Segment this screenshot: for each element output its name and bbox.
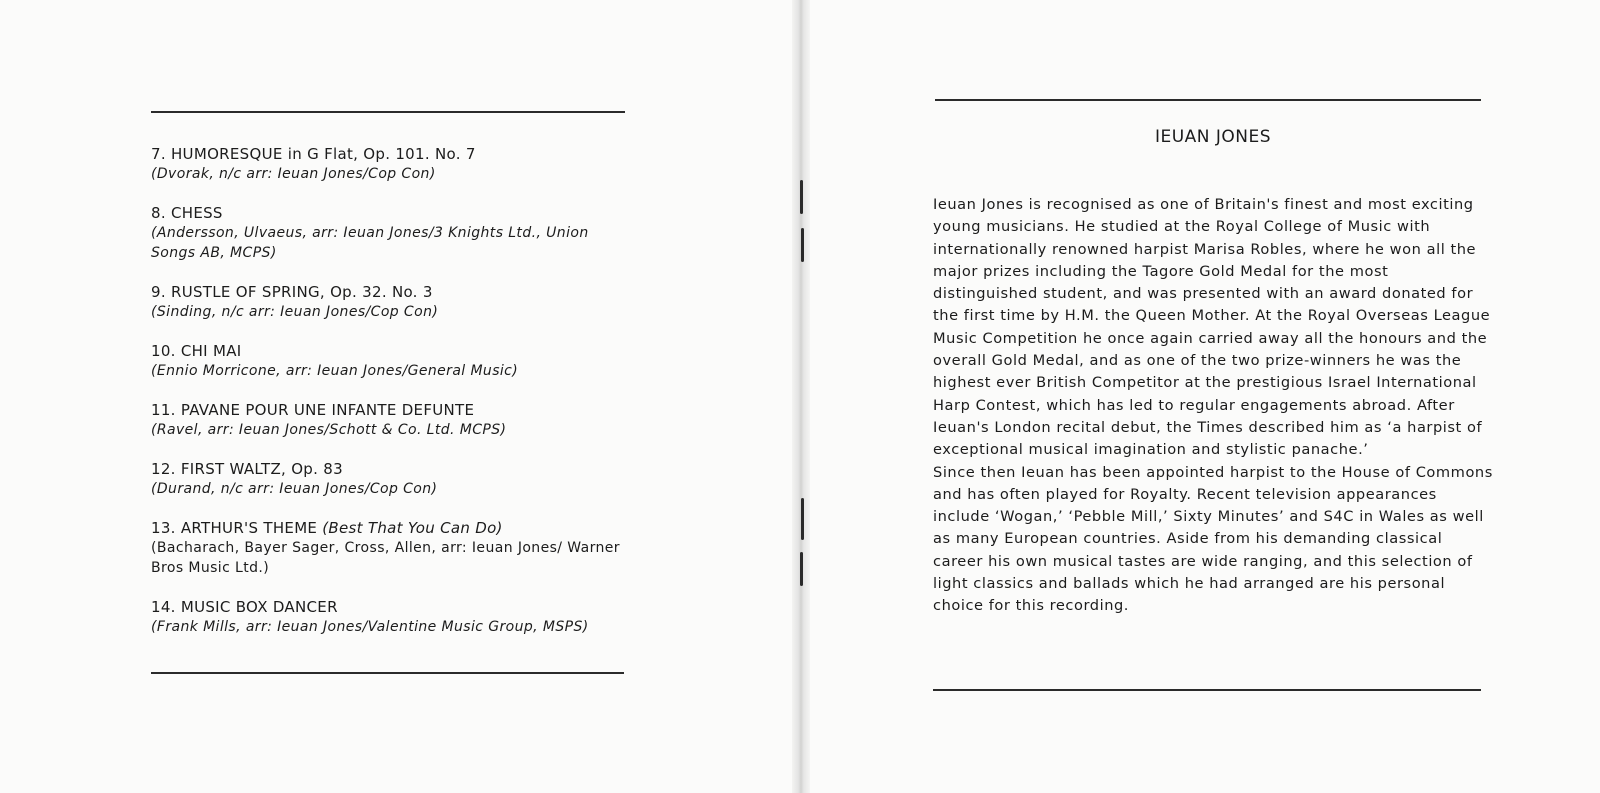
track-credit: (Andersson, Ulvaeus, arr: Ieuan Jones/3 Knights Ltd., Union Songs AB, MCPS) (151, 225, 589, 261)
right-top-rule (935, 99, 1481, 101)
track-credit: (Ravel, arr: Ieuan Jones/Schott & Co. Ltd. MCPS) (151, 422, 507, 438)
track-title: 13. ARTHUR'S THEME (Best That You Can Do) (151, 519, 503, 537)
track-item (151, 597, 631, 637)
track-item (151, 341, 631, 381)
right-bottom-rule (933, 689, 1481, 691)
left-bottom-rule (151, 672, 624, 674)
track-item (151, 144, 631, 184)
track-subtitle: (Best That You Can Do) (322, 519, 503, 537)
track-credit: (Ennio Morricone, arr: Ieuan Jones/General Music) (151, 363, 519, 379)
track-item (151, 400, 631, 440)
track-list (151, 144, 631, 656)
track-title: 12. FIRST WALTZ, Op. 83 (151, 460, 343, 478)
track-credit: (Frank Mills, arr: Ieuan Jones/Valentine Music Group, MSPS) (151, 619, 589, 635)
left-top-rule (151, 111, 625, 113)
bio-paragraph: Since then Ieuan has been appointed harpist to the House of Commons and has often played for Royalty. Recent television appearances include ‘Wogan,’ ‘Pebble Mill,’ Sixty Minutes’ and S4C in Wales as well as many European countries. Aside from his demanding classical career his own musical tastes are wide ranging, and this selection of light classics and ballads which he had arranged are his personal choice for this recording. (933, 463, 1493, 615)
track-credit: (Bacharach, Bayer Sager, Cross, Allen, arr: Ieuan Jones/ Warner Bros Music Ltd.) (151, 540, 620, 576)
track-title: 11. PAVANE POUR UNE INFANTE DEFUNTE (151, 401, 475, 419)
staple-mark-bottom (800, 552, 803, 586)
booklet-spine (792, 0, 810, 793)
track-title: 7. HUMORESQUE in G Flat, Op. 101. No. 7 (151, 145, 476, 163)
track-title: 8. CHESS (151, 204, 223, 222)
staple-mark-lower (801, 498, 804, 540)
track-credit: (Dvorak, n/c arr: Ieuan Jones/Cop Con) (151, 166, 436, 182)
bio-paragraph: Ieuan Jones is recognised as one of Britain's finest and most exciting young musicians. He studied at the Royal College of Music with internationally renowned harpist Marisa Robles, where he won all the major prizes including the Tagore Gold Medal for the most distinguished student, and was presented with an award donated for the first time by H.M. the Queen Mother. At the Royal Overseas League Music Competition he once again carried away all the honours and the overall Gold Medal, and as one of the two prize-winners he was the highest ever British Competitor at the prestigious Israel International Harp Contest, which has led to regular engagements abroad. After Ieuan's London recital debut, the Times described him as ‘a harpist of exceptional musical imagination and stylistic panache.’ (933, 196, 1491, 459)
track-credit: (Durand, n/c arr: Ieuan Jones/Cop Con) (151, 481, 438, 497)
page-title: IEUAN JONES (1154, 127, 1272, 147)
track-credit: (Sinding, n/c arr: Ieuan Jones/Cop Con) (151, 304, 439, 320)
track-item (151, 459, 631, 499)
staple-mark-top (800, 180, 803, 214)
biography (933, 194, 1493, 618)
track-title: 14. MUSIC BOX DANCER (151, 598, 338, 616)
track-item (151, 518, 631, 578)
staple-mark-upper (801, 228, 804, 262)
track-item (151, 282, 631, 322)
track-title: 10. CHI MAI (151, 342, 242, 360)
track-title: 9. RUSTLE OF SPRING, Op. 32. No. 3 (151, 283, 433, 301)
track-item (151, 203, 631, 263)
